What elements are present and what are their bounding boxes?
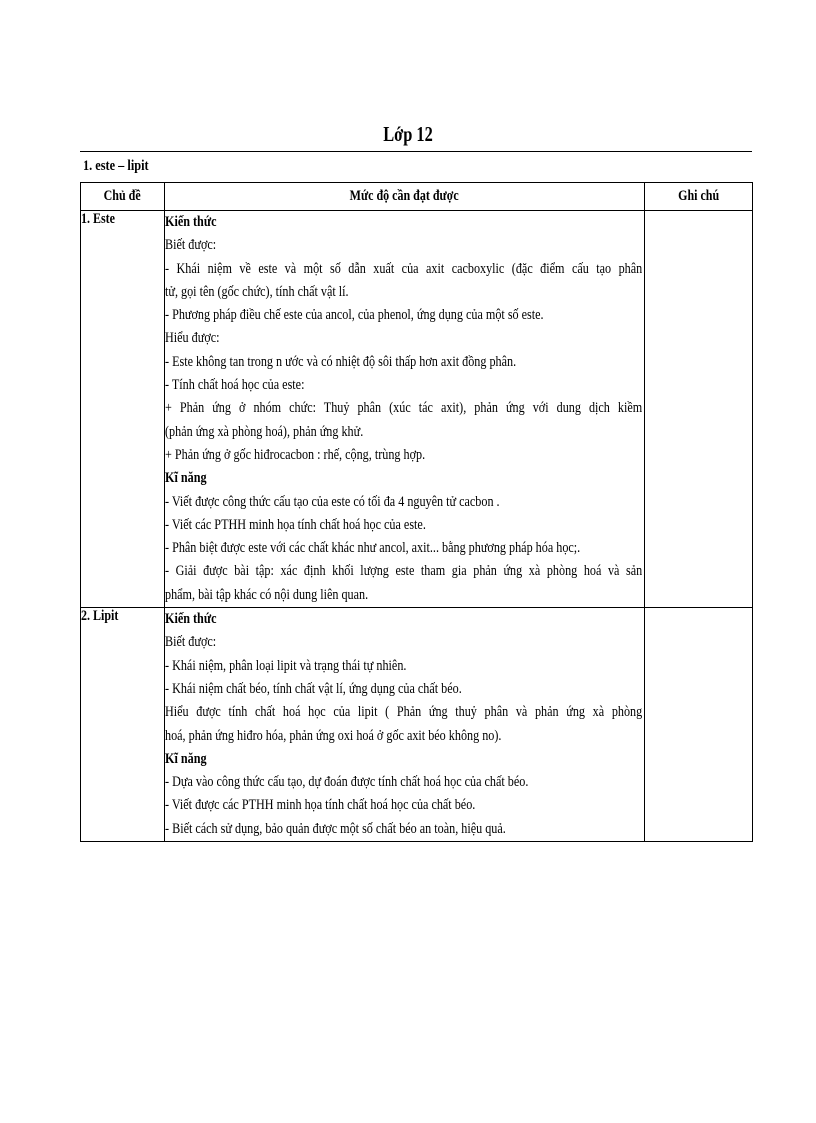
requirement-line: - Dựa vào công thức cấu tạo, dự đoán được tính chất hoá học của chất béo. (165, 774, 529, 791)
requirement-cell (165, 211, 645, 608)
syllabus-table (80, 182, 753, 842)
requirement-line: - Khái niệm về este và một số dẫn xuất của axit cacboxylic (đặc điểm cấu tạo phân (165, 260, 643, 277)
requirement-line: - Viết được các PTHH minh họa tính chất hoá học của chất béo. (165, 797, 476, 814)
topic-cell (81, 608, 165, 842)
requirement-line: (phản ứng xà phòng hoá), phản ứng khử. (165, 423, 364, 440)
subsection-heading: Kĩ năng (165, 470, 207, 487)
requirement-line: - Tính chất hoá học của este: (165, 377, 305, 394)
subsection-heading: Kiến thức (165, 611, 217, 628)
requirement-line: - Este không tan trong n ước và có nhiệt độ sôi thấp hơn axit đồng phân. (165, 353, 517, 370)
table-header-row (81, 183, 753, 211)
requirement-line: Biết được: (165, 237, 217, 254)
title-divider (80, 151, 752, 152)
table-row (81, 211, 753, 608)
requirement-line: tử, gọi tên (gốc chức), tính chất vật lí. (165, 283, 349, 300)
note-cell (645, 608, 753, 842)
header-topic: Chủ đề (81, 183, 165, 211)
requirement-line: - Viết được công thức cấu tạo của este có tối đa 4 nguyên tử cacbon . (165, 493, 500, 510)
requirement-line: - Khái niệm, phân loại lipit và trạng thái tự nhiên. (165, 657, 407, 674)
requirement-line: - Khái niệm chất béo, tính chất vật lí, ứng dụng của chất béo. (165, 680, 462, 697)
topic-cell (81, 211, 165, 608)
note-cell (645, 211, 753, 608)
header-note: Ghi chú (645, 183, 753, 211)
requirement-line: + Phản ứng ở nhóm chức: Thuỷ phân (xúc tác axit), phản ứng với dung dịch kiềm (165, 400, 643, 417)
requirement-line: - Giải được bài tập: xác định khối lượng este tham gia phản ứng xà phòng hoá và sản (165, 563, 643, 580)
requirement-line: - Viết các PTHH minh họa tính chất hoá học của este. (165, 516, 426, 533)
header-requirement: Mức độ cần đạt được (165, 183, 645, 211)
requirement-line: phẩm, bài tập khác có nội dung liên quan. (165, 586, 369, 603)
requirement-line: + Phản ứng ở gốc hiđrocacbon : rhế, cộng, trùng hợp. (165, 446, 426, 463)
requirement-line: Biết được: (165, 634, 217, 651)
subsection-heading: Kĩ năng (165, 750, 207, 767)
topic-label: 1. Este (81, 211, 115, 227)
requirement-line: - Phương pháp điều chế este của ancol, của phenol, ứng dụng của một số este. (165, 307, 544, 324)
page-title: Lớp 12 (383, 122, 433, 146)
table-row (81, 608, 753, 842)
requirement-line: - Biết cách sử dụng, bảo quản được một số chất béo an toàn, hiệu quả. (165, 820, 506, 837)
section-heading: 1. este – lipit (83, 158, 149, 174)
requirement-line: Hiểu được: (165, 330, 220, 347)
requirement-cell (165, 608, 645, 842)
requirement-line: Hiểu được tính chất hoá học của lipit ( Phản ứng thuỷ phân và phản ứng xà phòng (165, 704, 643, 721)
requirement-line: - Phân biệt được este với các chất khác như ancol, axit... bằng phương pháp hóa học;. (165, 540, 581, 557)
subsection-heading: Kiến thức (165, 214, 217, 230)
topic-label: 2. Lipit (81, 608, 119, 625)
requirement-line: hoá, phản ứng hiđro hóa, phản ứng oxi hoá ở gốc axit béo không no). (165, 727, 502, 744)
